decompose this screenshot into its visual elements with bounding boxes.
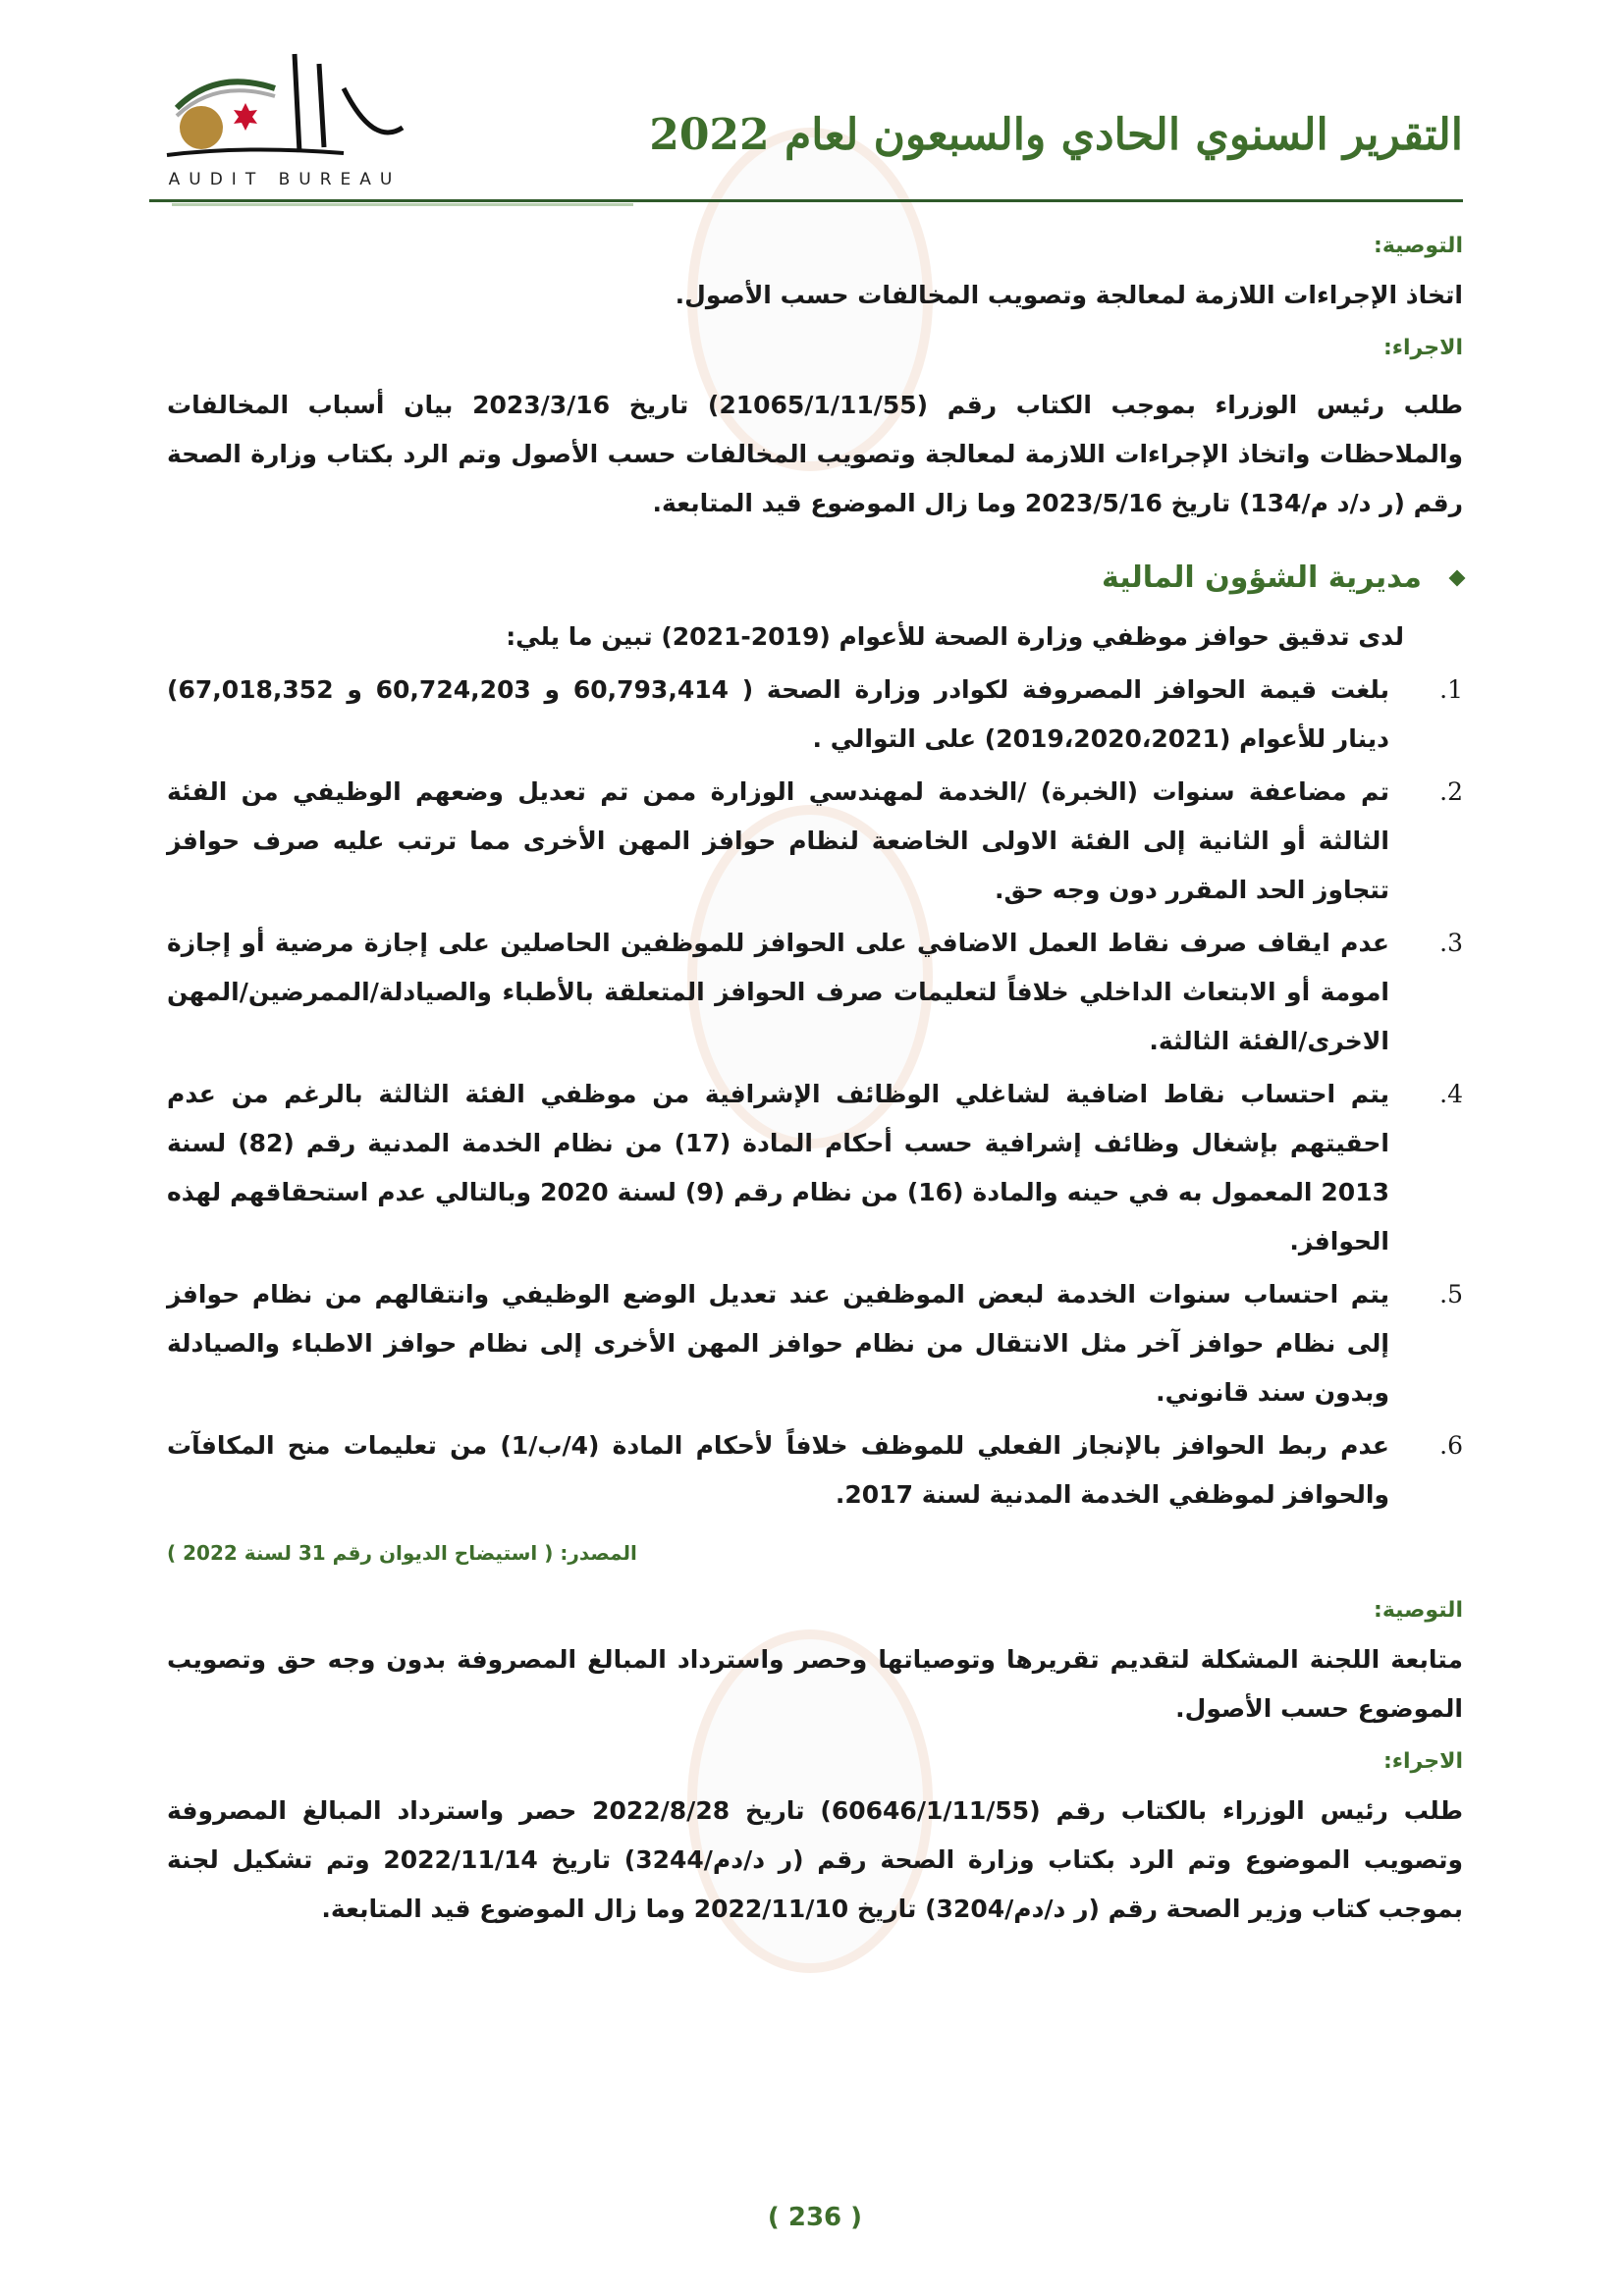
page-number: ( 236 ) [767, 2203, 863, 2232]
recommendation-label: التوصية: [1374, 234, 1463, 258]
recommendation-text: متابعة اللجنة المشكلة لتقديم تقريرها وتوصياتها وحصر واسترداد المبالغ المصروفة بدون وجه حق وتصويب الموضوع حسب الأصول. [167, 1645, 1463, 1723]
list-item [167, 1421, 1463, 1520]
report-title: التقرير السنوي الحادي والسبعون لعام 2022 [649, 110, 1463, 160]
logo-text: AUDIT BUREAU [168, 170, 402, 189]
item-text: بلغت قيمة الحوافز المصروفة لكوادر وزارة الصحة ( 60,793,414 و 60,724,203 و 67,018,352) دينار للأعوام (2019،2020،2021) على التوالي . [167, 675, 1389, 753]
section-heading: مديرية الشؤون المالية [1102, 561, 1422, 595]
item-text: تم مضاعفة سنوات (الخبرة) /الخدمة لمهندسي الوزارة ممن تم تعديل وضعهم الوظيفي من الفئة الثالثة أو الثانية إلى الفئة الاولى الخاضعة لنظام حوافز المهن الأخرى مما ترتب عليه صرف حوافز تتجاوز الحد المقرر دون وجه حق. [167, 777, 1389, 904]
recommendation-label: التوصية: [1374, 1598, 1463, 1623]
item-number: 4. [1439, 1080, 1463, 1108]
action-text: طلب رئيس الوزراء بموجب الكتاب رقم (21065/1/11/55) تاريخ 2023/3/16 بيان أسباب المخالفات والملاحظات واتخاذ الإجراءات اللازمة لمعالجة وتصويب المخالفات حسب الأصول وتم الرد بكتاب وزارة الصحة رقم (ر د/د م/134) تاريخ 2023/5/16 وما زال الموضوع قيد المتابعة. [167, 391, 1463, 517]
item-text: يتم احتساب نقاط اضافية لشاغلي الوظائف الإشرافية من موظفي الفئة الثالثة بالرغم من عدم احقيتهم بإشغال وظائف إشرافية حسب أحكام المادة (17) من نظام الخدمة المدنية رقم (82) لسنة 2013 المعمول به في حينه والمادة (16) من نظام رقم (9) لسنة 2020 وبالتالي عدم استحقاقهم لهذه الحوافز. [167, 1080, 1389, 1255]
list-item [167, 1070, 1463, 1266]
item-number: 6. [1439, 1431, 1463, 1460]
diamond-bullet-icon [1449, 570, 1466, 587]
action-text: طلب رئيس الوزراء بالكتاب رقم (60646/1/11/55) تاريخ 2022/8/28 حصر واسترداد المبالغ المصروفة وتصويب الموضوع وتم الرد بكتاب وزارة الصحة رقم (ر د/دم/3244) تاريخ 2022/11/14 وتم تشكيل لجنة بموجب كتاب وزير الصحة رقم (ر د/دم/3204) تاريخ 2022/11/10 وما زال الموضوع قيد المتابعة. [167, 1796, 1464, 1923]
item-text: يتم احتساب سنوات الخدمة لبعض الموظفين عند تعديل الوضع الوظيفي وانتقالهم من نظام حوافز إلى نظام حوافز آخر مثل الانتقال من نظام حوافز المهن الأخرى إلى نظام حوافز الاطباء والصيادلة وبدون سند قانوني. [167, 1280, 1389, 1407]
recommendation-text: اتخاذ الإجراءات اللازمة لمعالجة وتصويب المخالفات حسب الأصول. [675, 281, 1463, 309]
list-item [167, 666, 1463, 764]
item-number: 3. [1439, 929, 1463, 957]
action-label: الاجراء: [1382, 336, 1463, 360]
item-number: 1. [1439, 675, 1463, 704]
item-number: 2. [1439, 777, 1463, 806]
list-item [167, 1270, 1463, 1417]
item-text: عدم ربط الحوافز بالإنجاز الفعلي للموظف خلافاً لأحكام المادة (4/ب/1) من تعليمات منح المكافآت والحوافز لموظفي الخدمة المدنية لسنة 2017. [167, 1431, 1389, 1509]
list-item [167, 919, 1463, 1066]
section-heading-row [167, 554, 1463, 603]
intro-text: لدى تدقيق حوافز موظفي وزارة الصحة للأعوام (2019-2021) تبين ما يلي: [506, 622, 1404, 651]
item-text: عدم ايقاف صرف نقاط العمل الاضافي على الحوافز للموظفين الحاصلين على إجازة مرضية أو إجازة امومة أو الابتعاث الداخلي خلافاً لتعليمات صرف الحوافز المتعلقة بالأطباء والصيادلة/الممرضين/المهن الاخرى/الفئة الثالثة. [167, 929, 1389, 1055]
item-number: 5. [1439, 1280, 1463, 1308]
source-note: المصدر: ( استيضاح الديوان رقم 31 لسنة 2022 ) [167, 1541, 637, 1565]
list-item [167, 768, 1463, 915]
action-label: الاجراء: [1382, 1749, 1463, 1774]
